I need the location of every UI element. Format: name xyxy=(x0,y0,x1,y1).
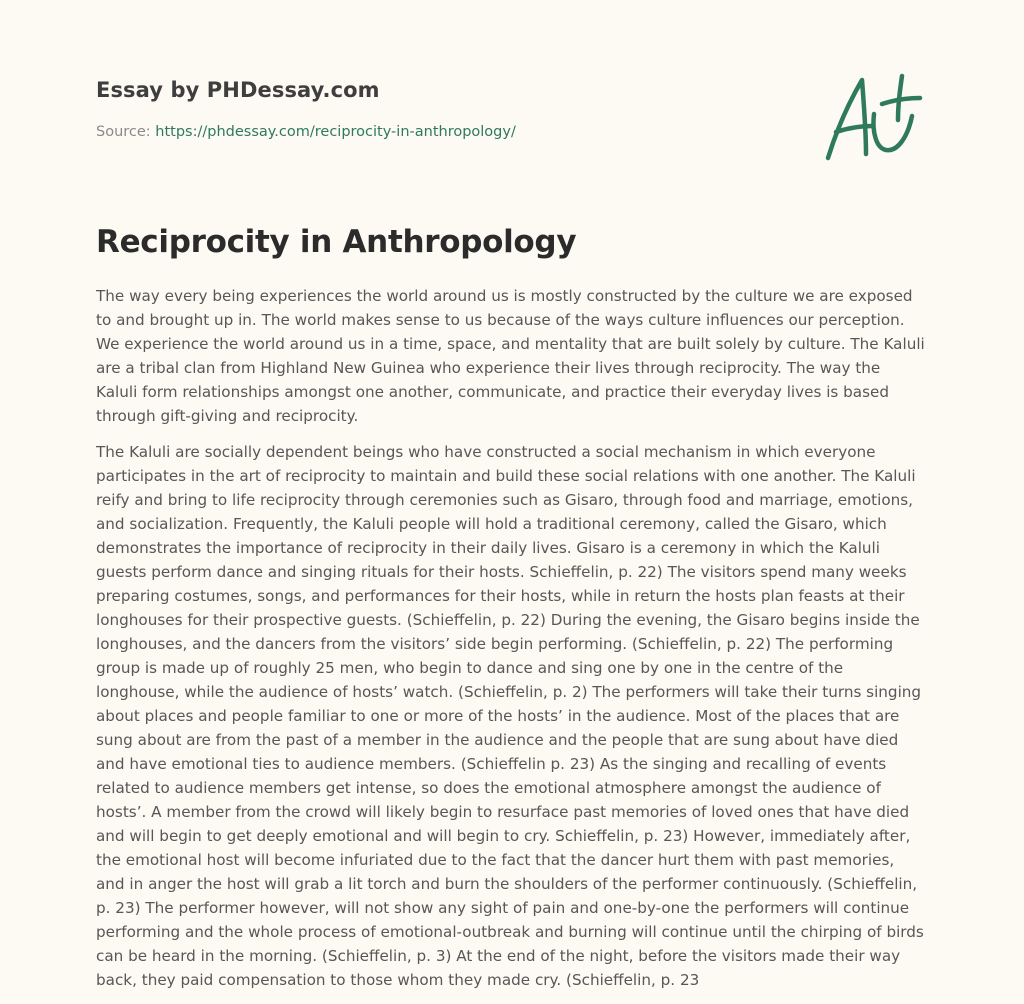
brand-name: Essay by PHDessay.com xyxy=(96,78,380,102)
source-link[interactable]: https://phdessay.com/reciprocity-in-anthropology/ xyxy=(155,124,516,140)
article-paragraph: The way every being experiences the world around us is mostly constructed by the culture we are exposed to and brought up in. The world makes sense to us because of the ways culture influences our perception. We experience the world around us in a time, space, and mentality that are built solely by culture. The Kaluli are a tribal clan from Highland New Guinea who experience their lives through reciprocity. The way the Kaluli form relationships amongst one another, communicate, and practice their everyday lives is based through gift-giving and reciprocity. xyxy=(96,287,925,425)
source-line xyxy=(96,124,516,140)
article-body xyxy=(96,284,926,1004)
article-title: Reciprocity in Anthropology xyxy=(96,224,577,260)
source-label: Source: xyxy=(96,124,156,140)
a-plus-grade-icon xyxy=(822,70,926,166)
article-paragraph: The Kaluli are socially dependent beings who have constructed a social mechanism in which everyone participates in the art of reciprocity to maintain and build these social relations with one another. The Kaluli reify and bring to life reciprocity through ceremonies such as Gisaro, through food and marriage, emotions, and socialization. Frequently, the Kaluli people will hold a traditional ceremony, called the Gisaro, which demonstrates the importance of reciprocity in their daily lives. Gisaro is a ceremony in which the Kaluli guests perform dance and singing rituals for their hosts. Schieffelin, p. 22) The visitors spend many weeks preparing costumes, songs, and performances for their hosts, while in return the hosts plan feasts at their longhouses for their prospective guests. (Schieffelin, p. 22) During the evening, the Gisaro begins inside the longhouses, and the dancers from the visitors’ side begin performing. (Schieffelin, p. 22) The performing group is made up of roughly 25 men, who begin to dance and sing one by one in the centre of the longhouse, while the audience of hosts’ watch. (Schieffelin, p. 2) The performers will take their turns singing about places and people familiar to one or more of the hosts’ in the audience. Most of the places that are sung about are from the past of a member in the audience and the people that are sung about have died and have emotional ties to audience members. (Schieffelin p. 23) As the singing and recalling of events related to audience members get intense, so does the emotional atmosphere amongst the audience of hosts’. A member from the crowd will likely begin to resurface past memories of loved ones that have died and will begin to get deeply emotional and will begin to cry. Schieffelin, p. 23) However, immediately after, the emotional host will become infuriated due to the fact that the dancer hurt them with past memories, and in anger the host will grab a lit torch and burn the shoulders of the performer continuously. (Schieffelin, p. 23) The performer however, will not show any sight of pain and one-by-one the performers will continue performing and the whole process of emotional-outbreak and burning will continue until the chirping of birds can be heard in the morning. (Schieffelin, p. 3) At the end of the night, before the visitors made their way back, they paid compensation to those whom they made cry. (Schieffelin, p. 23 xyxy=(96,443,924,989)
